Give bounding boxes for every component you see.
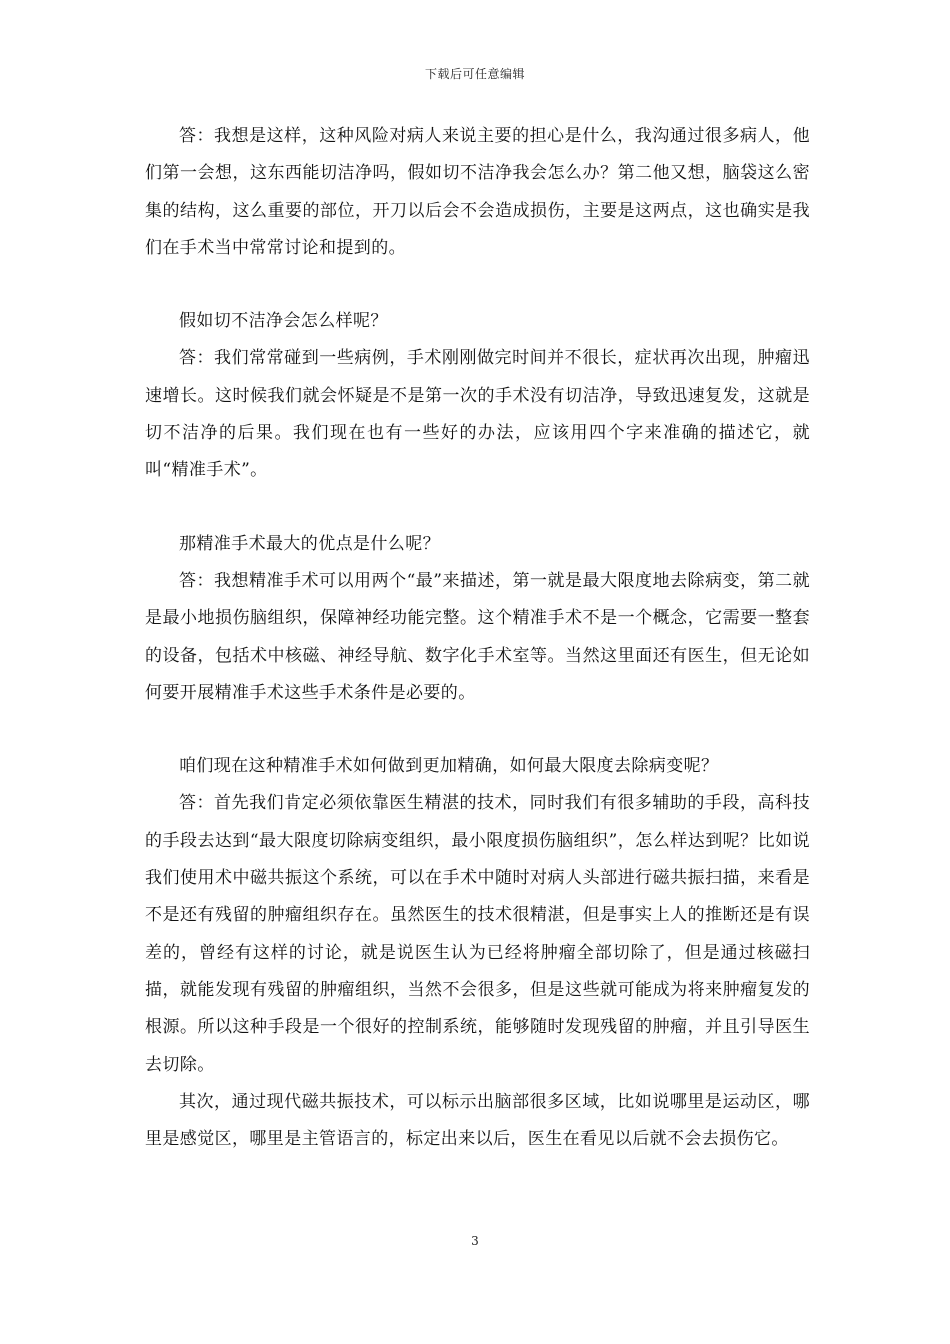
- answer-paragraph-3: 答：我想精准手术可以用两个“最”来描述，第一就是最大限度地去除病变，第二就是最小地损伤脑组织，保障神经功能完整。这个精准手术不是一个概念，它需要一整套的设备，包括术中核磁、神经导航、数字化手术室等。当然这里面还有医生，但无论如何要开展精准手术这些手术条件是必要的。: [145, 570, 810, 703]
- answer-paragraph-2: 答：我们常常碰到一些病例，手术刚刚做完时间并不很长，症状再次出现，肿瘤迅速增长。这时候我们就会怀疑是不是第一次的手术没有切洁净，导致迅速复发，这就是切不洁净的后果。我们现在也有一些好的办法，应该用四个字来准确的描述它，就叫“精准手术”。: [145, 348, 810, 481]
- document-body: [145, 118, 810, 1158]
- paragraph-gap: [145, 490, 810, 526]
- question-paragraph-2: 那精准手术最大的优点是什么呢？: [179, 533, 440, 554]
- page-header: 下载后可任意编辑: [424, 67, 525, 81]
- question-paragraph-1: 假如切不洁净会怎么样呢？: [179, 311, 388, 332]
- answer-paragraph-5: 其次，通过现代磁共振技术，可以标示出脑部很多区域，比如说哪里是运动区，哪里是感觉区，哪里是主管语言的，标定出来以后，医生在看见以后就不会去损伤它。: [145, 1091, 810, 1150]
- paragraph-gap: [145, 712, 810, 748]
- question-paragraph-3: 咱们现在这种精准手术如何做到更加精确，如何最大限度去除病变呢？: [179, 756, 719, 777]
- answer-paragraph-4: 答：首先我们肯定必须依靠医生精湛的技术，同时我们有很多辅助的手段，高科技的手段去达到“最大限度切除病变组织，最小限度损伤脑组织”，怎么样达到呢？比如说我们使用术中磁共振这个系统，可以在手术中随时对病人头部进行磁共振扫描，来看是不是还有残留的肿瘤组织存在。虽然医生的技术很精湛，但是事实上人的推断还是有误差的，曾经有这样的讨论，就是说医生认为已经将肿瘤全部切除了，但是通过核磁扫描，就能发现有残留的肿瘤组织，当然不会很多，但是这些就可能成为将来肿瘤复发的根源。所以这种手段是一个很好的控制系统，能够随时发现残留的肿瘤，并且引导医生去切除。: [145, 793, 810, 1075]
- paragraph-gap: [145, 267, 810, 303]
- answer-paragraph-1: 答：我想是这样，这种风险对病人来说主要的担心是什么，我沟通过很多病人，他们第一会想，这东西能切洁净吗，假如切不洁净我会怎么办？第二他又想，脑袋这么密集的结构，这么重要的部位，开刀以后会不会造成损伤，主要是这两点，这也确实是我们在手术当中常常讨论和提到的。: [145, 126, 810, 258]
- page-number: 3: [471, 1234, 479, 1248]
